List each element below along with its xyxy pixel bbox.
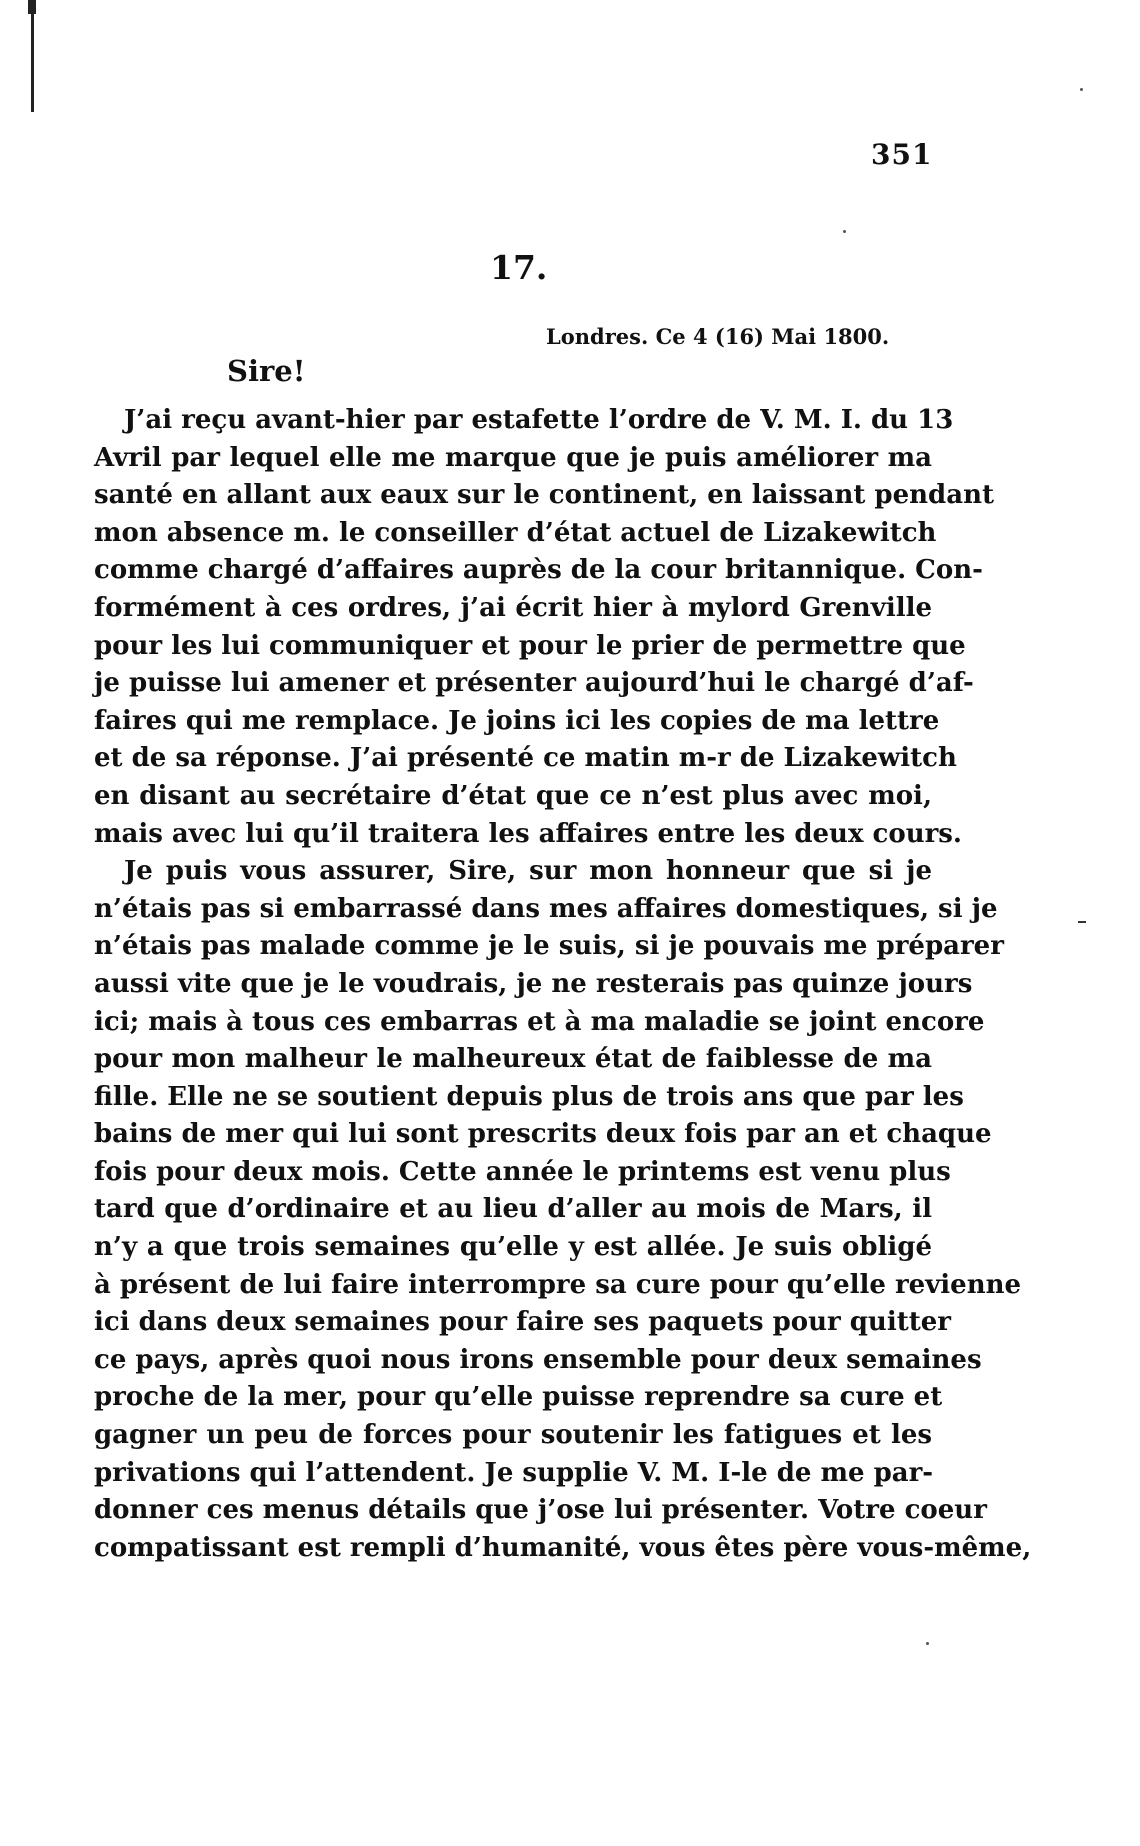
body-line: formément à ces ordres, j’ai écrit hier à mylord Grenville [94, 592, 932, 623]
body-line: mais avec lui qu’il traitera les affaires entre les deux cours. [94, 818, 962, 849]
body-line: n’étais pas malade comme je le suis, si je pouvais me préparer [94, 931, 1004, 962]
body-line: ici; mais à tous ces embarras et à ma maladie se joint encore [94, 1006, 985, 1037]
body-line: tard que d’ordinaire et au lieu d’aller au mois de Mars, il [94, 1194, 932, 1225]
body-line: faires qui me remplace. Je joins ici les copies de ma lettre [94, 705, 940, 736]
letter-number: 17. [490, 248, 548, 287]
body-line: privations qui l’attendent. Je supplie V. M. I-le de me par- [94, 1457, 934, 1488]
scan-speck [843, 230, 846, 233]
scan-edge-mark [31, 0, 34, 112]
body-line: n’étais pas si embarrassé dans mes affaires domestiques, si je [94, 893, 998, 924]
body-line: J’ai reçu avant-hier par estafette l’ordre de V. M. I. du 13 [124, 405, 954, 435]
body-line: compatissant est rempli d’humanité, vous êtes père vous-même, [94, 1532, 1032, 1563]
body-line: fois pour deux mois. Cette année le printems est venu plus [94, 1156, 951, 1187]
body-line: n’y a que trois semaines qu’elle y est allée. Je suis obligé [94, 1232, 932, 1263]
body-line: ici dans deux semaines pour faire ses paquets pour quitter [94, 1307, 951, 1338]
body-line: comme chargé d’affaires auprès de la cour britannique. Con- [94, 555, 983, 586]
scan-speck [1080, 88, 1083, 91]
scan-speck [926, 1642, 929, 1645]
body-line: je puisse lui amener et présenter aujourd’hui le chargé d’af- [94, 668, 974, 699]
salutation: Sire! [227, 354, 306, 388]
body-line: proche de la mer, pour qu’elle puisse reprendre sa cure et [94, 1382, 943, 1413]
body-line: gagner un peu de forces pour soutenir les fatigues et les [94, 1420, 932, 1451]
body-line: Avril par lequel elle me marque que je puis améliorer ma [94, 442, 932, 473]
letter-body [94, 402, 1032, 1567]
body-line: ce pays, après quoi nous irons ensemble pour deux semaines [94, 1344, 982, 1375]
body-line: aussi vite que je le voudrais, je ne resterais pas quinze jours [94, 968, 973, 999]
body-line: pour les lui communiquer et pour le prier de permettre que [94, 630, 966, 661]
body-line: pour mon malheur le malheureux état de faiblesse de ma [94, 1044, 932, 1075]
scan-dash-mark [1078, 921, 1086, 923]
scan-corner-mark [28, 0, 36, 14]
body-line: mon absence m. le conseiller d’état actuel de Lizakewitch [94, 517, 937, 548]
body-line: Je puis vous assurer, Sire, sur mon honneur que si je [124, 856, 932, 887]
body-line: en disant au secrétaire d’état que ce n’est plus avec moi, [94, 780, 932, 811]
dateline: Londres. Ce 4 (16) Mai 1800. [546, 324, 890, 349]
body-line: et de sa réponse. J’ai présenté ce matin m-r de Lizakewitch [94, 743, 957, 774]
body-line: fille. Elle ne se soutient depuis plus de trois ans que par les [94, 1081, 964, 1112]
body-line: à présent de lui faire interrompre sa cure pour qu’elle revienne [94, 1269, 1022, 1300]
page-number: 351 [871, 138, 933, 171]
body-line: santé en allant aux eaux sur le continent, en laissant pendant [94, 480, 994, 511]
body-line: bains de mer qui lui sont prescrits deux fois par an et chaque [94, 1119, 992, 1150]
body-line: donner ces menus détails que j’ose lui présenter. Votre coeur [94, 1495, 987, 1526]
